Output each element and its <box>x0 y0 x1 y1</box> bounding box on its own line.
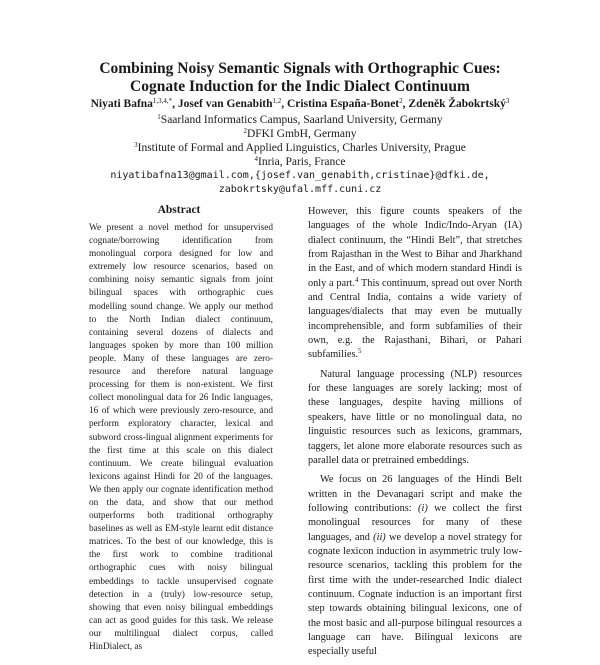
paragraph-text: We focus on 26 languages of the Hindi Belt written in the Devanagari script and make the following contributions: <box>308 474 522 514</box>
intro-paragraph-2 <box>308 368 522 468</box>
author-name: Zdeněk Žabokrtský <box>408 98 506 110</box>
author-name: Cristina España-Bonet <box>287 98 400 110</box>
paragraph-text: Natural language processing (NLP) resources for these languages are sorely lacking; most of these languages, despite having millions of speakers, have little or no monolingual data, no linguistic resources such as lexicons, grammars, taggers, let alone more elaborate resources such as parallel data or pretrained embeddings. <box>308 368 522 466</box>
author-sup: 1,3,4,* <box>152 97 173 105</box>
footnote-marker: 4 <box>354 275 359 284</box>
affiliation <box>40 141 560 155</box>
affiliation <box>40 127 560 141</box>
abstract-heading: Abstract <box>157 204 201 216</box>
affiliation <box>40 155 560 169</box>
affiliation-sup: 4 <box>254 155 258 163</box>
affiliation-sup: 1 <box>157 113 161 121</box>
email-line-1: niyatibafna13@gmail.com,{josef.van_genabith,cristinae}@dfki.de, <box>110 170 490 181</box>
author-sup: 2 <box>399 97 403 105</box>
author-name: Niyati Bafna <box>90 98 153 110</box>
paper-title <box>60 60 540 96</box>
affiliation-sup: 2 <box>243 127 247 135</box>
contribution-marker: (ii) <box>373 531 386 543</box>
affiliation-sup: 3 <box>134 141 138 149</box>
author-sup: 3 <box>505 97 510 105</box>
paragraph-text: However, this figure counts speakers of the languages of the whole Indic/Indo-Aryan (IA) dialect continuum, the “Hindi Belt”, that stretches from Rajasthan in the West to Bihar and Jharkhand in the East, and of which modern standard Hindi is only a part. <box>308 206 522 289</box>
affiliation <box>40 113 560 127</box>
footnote-marker: 5 <box>358 347 362 356</box>
affiliation-text: DFKI GmbH, Germany <box>246 128 357 140</box>
author-list: Niyati Bafna$^{1,3,4,*}$, Josef van Genabith$^{1,2}$, Cristina España-Bonet$^2$, Zdeněk Žabokrtský$^3$ <box>90 97 510 110</box>
paragraph-text: we collect the first monolingual resources for many of these languages, and <box>308 502 522 543</box>
contribution-marker: (i) <box>418 502 428 514</box>
affiliation-text: Saarland Informatics Campus, Saarland University, Germany <box>160 114 443 126</box>
paragraph-text: This continuum, spread out over North and Central India, contains a wide variety of languages/dialects that may even be mutually incomprehensible, and form subfamilies of their own, e.g. the Rajasthani, Bihari, or Pahari subfamilies. <box>308 277 522 361</box>
abstract-body: We present a novel method for unsupervised cognate/borrowing identification from monolingual corpora designed for low and extremely low resource scenarios, based on combining noisy semantic signals from joint bilingual spaces with orthographic cues modelling sound change. We apply our method to the North Indian dialect continuum, containing several dozens of dialects and languages spoken by more than 100 million people. Many of these languages are zero-resource and therefore natural language processing for them is non-existent. We first collect monolingual data for 26 Indic languages, 16 of which were previously zero-resource, and perform exploratory character, lexical and subword cross-lingual alignment experiments for the first time at this scale on this dialect continuum. We create bilingual evaluation lexicons against Hindi for 20 of the languages. We then apply our cognate identification method on the data, and show that our method outperforms both traditional orthography baselines as well as EM-style learnt edit distance matrices. To the best of our knowledge, this is the first work to combine traditional orthographic cues with noisy bilingual embeddings to tackle unsupervised cognate detection in a (truly) low-resource setup, showing that even noisy bilingual embeddings can act as good guides for this task. We release our multilingual dialect corpus, called HinDialect, as <box>89 223 273 652</box>
paragraph-text: we develop a novel strategy for cognate lexicon induction in asymmetric truly low-resource scenarios, tackling this problem for the first time with the under-researched Indic dialect continuum. Cognate induction is an important first step towards obtaining bilingual lexicons, one of the most basic and all-purpose bilingual resources a language can have. Bilingual lexicons are especially useful <box>308 531 522 658</box>
affiliation-text: Inria, Paris, France <box>258 156 346 168</box>
intro-column <box>308 205 522 665</box>
author-sup: 1,2 <box>272 97 282 105</box>
affiliation-text: Institute of Formal and Applied Linguistics, Charles University, Prague <box>137 142 466 154</box>
intro-paragraph-3 <box>308 473 522 659</box>
intro-paragraph-1 <box>308 205 522 363</box>
title-line-1: Combining Noisy Semantic Signals with Orthographic Cues: <box>99 60 501 77</box>
email-line-2: zabokrtsky@ufal.mff.cuni.cz <box>218 184 382 195</box>
title-line-2: Cognate Induction for the Indic Dialect Continuum <box>130 78 470 95</box>
author-name: Josef van Genabith <box>177 98 273 110</box>
